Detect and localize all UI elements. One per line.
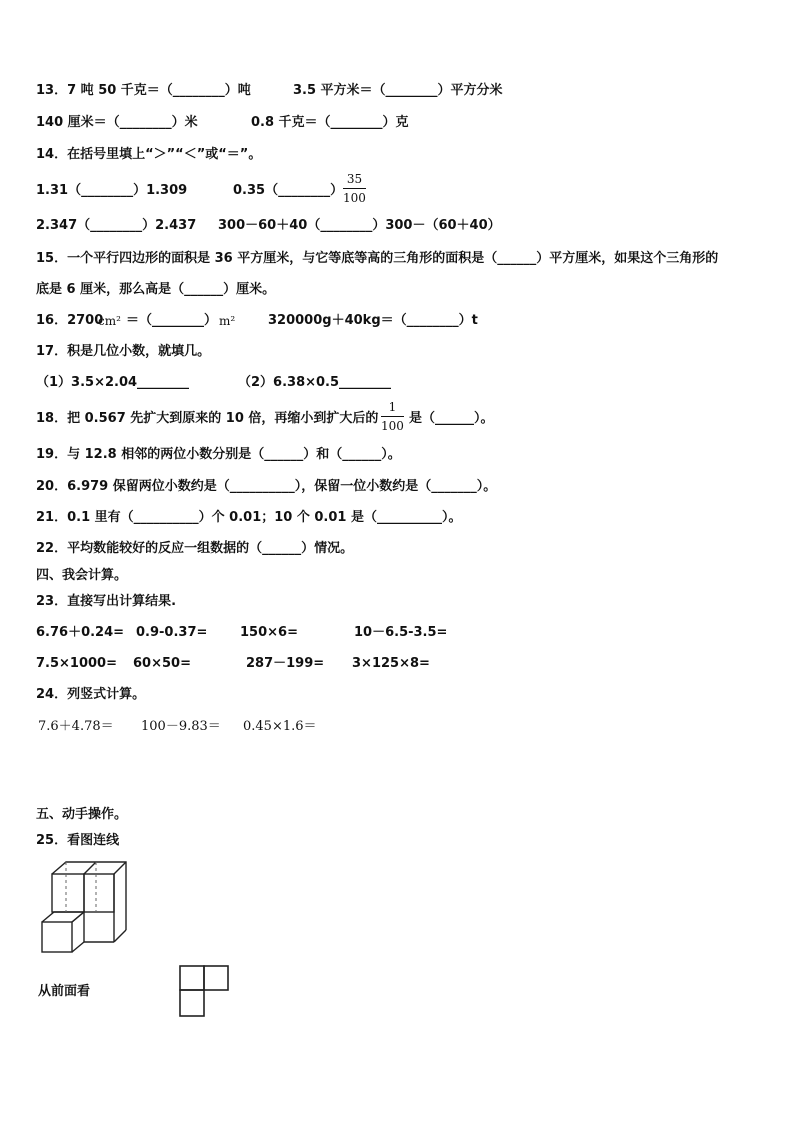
q14-part-d: 300－60＋40（________）300－（60＋40） [218, 218, 501, 233]
q19-text: 19．与 12.8 相邻的两位小数分别是（______）和（______）。 [36, 447, 401, 462]
q13-part-b: 3.5 平方米＝（________）平方分米 [293, 83, 503, 98]
q15-line-1: 15．一个平行四边形的面积是 36 平方厘米，与它等底等高的三角形的面积是（______）平方厘米，如果这个三角形的 [36, 251, 719, 266]
q14-title: 14．在括号里填上“＞”“＜”或“＝”。 [36, 147, 262, 162]
q13-part-d: 0.8 千克＝（________）克 [251, 115, 409, 130]
q17-part-1: （1）3.5×2.04________ [36, 375, 190, 390]
q23-calc: 3×125×8= [352, 656, 430, 671]
q25-view-label: 从前面看 [38, 984, 91, 999]
fraction-numerator: 35 [346, 172, 363, 186]
q17-title: 17．积是几位小数，就填几。 [36, 344, 211, 359]
fraction-numerator: 1 [388, 400, 397, 414]
section-4-heading: 四、我会计算。 [36, 568, 128, 583]
q23-title: 23．直接写出计算结果. [36, 594, 177, 609]
q13-part-a: 13．7 吨 50 千克＝（________）吨 [36, 83, 251, 98]
q24-calc: 7.6＋4.78＝ [38, 719, 114, 734]
q23-calc: 7.5×1000= [36, 656, 117, 671]
front-view-shape [178, 964, 230, 1018]
fraction-denominator: 100 [381, 419, 404, 433]
q24-title: 24．列竖式计算。 [36, 687, 146, 702]
q18-fraction [381, 400, 404, 433]
q23-calc: 287－199= [246, 656, 325, 671]
q16-part-a-mid: ＝（________） [126, 313, 218, 328]
q24-calc: 100－9.83＝ [141, 719, 221, 734]
q14-part-a: 1.31（________）1.309 [36, 183, 188, 198]
section-5-heading: 五、动手操作。 [36, 807, 128, 822]
fraction-denominator: 100 [343, 191, 366, 205]
q23-calc: 150×6= [240, 625, 298, 640]
q17-part-2: （2）6.38×0.5________ [238, 375, 392, 390]
q14-part-b: 0.35（________） [233, 183, 344, 198]
q20-text: 20．6.979 保留两位小数约是（__________），保留一位小数约是（_______）。 [36, 479, 497, 494]
fraction-bar [381, 416, 404, 417]
q16-part-b: 320000g＋40kg＝（________）t [268, 313, 478, 328]
q23-calc: 10－6.5-3.5= [354, 625, 448, 640]
q14-fraction [343, 172, 366, 205]
q14-part-c: 2.347（________）2.437 [36, 218, 197, 233]
q16-unit-cm2: cm² [98, 314, 121, 328]
q15-line-2: 底是 6 厘米，那么高是（______）厘米。 [36, 282, 276, 297]
q18-suffix: 是（______）。 [409, 411, 494, 426]
q18-prefix: 18．把 0.567 先扩大到原来的 10 倍，再缩小到扩大后的 [36, 411, 379, 426]
q23-calc: 0.9-0.37= [136, 625, 208, 640]
q16-part-a-prefix: 16．2700 [36, 313, 104, 328]
q13-part-c: 140 厘米＝（________）米 [36, 115, 198, 130]
cube-stack-figure [40, 858, 132, 956]
q22-text: 22．平均数能较好的反应一组数据的（______）情况。 [36, 541, 354, 556]
q23-calc: 6.76＋0.24= [36, 625, 125, 640]
q24-calc: 0.45×1.6＝ [243, 719, 317, 734]
q25-title: 25．看图连线 [36, 833, 120, 848]
q21-text: 21．0.1 里有（__________）个 0.01；10 个 0.01 是（__________）。 [36, 510, 462, 525]
q16-unit-m2: m² [219, 314, 236, 328]
fraction-bar [343, 188, 366, 189]
q23-calc: 60×50= [133, 656, 191, 671]
